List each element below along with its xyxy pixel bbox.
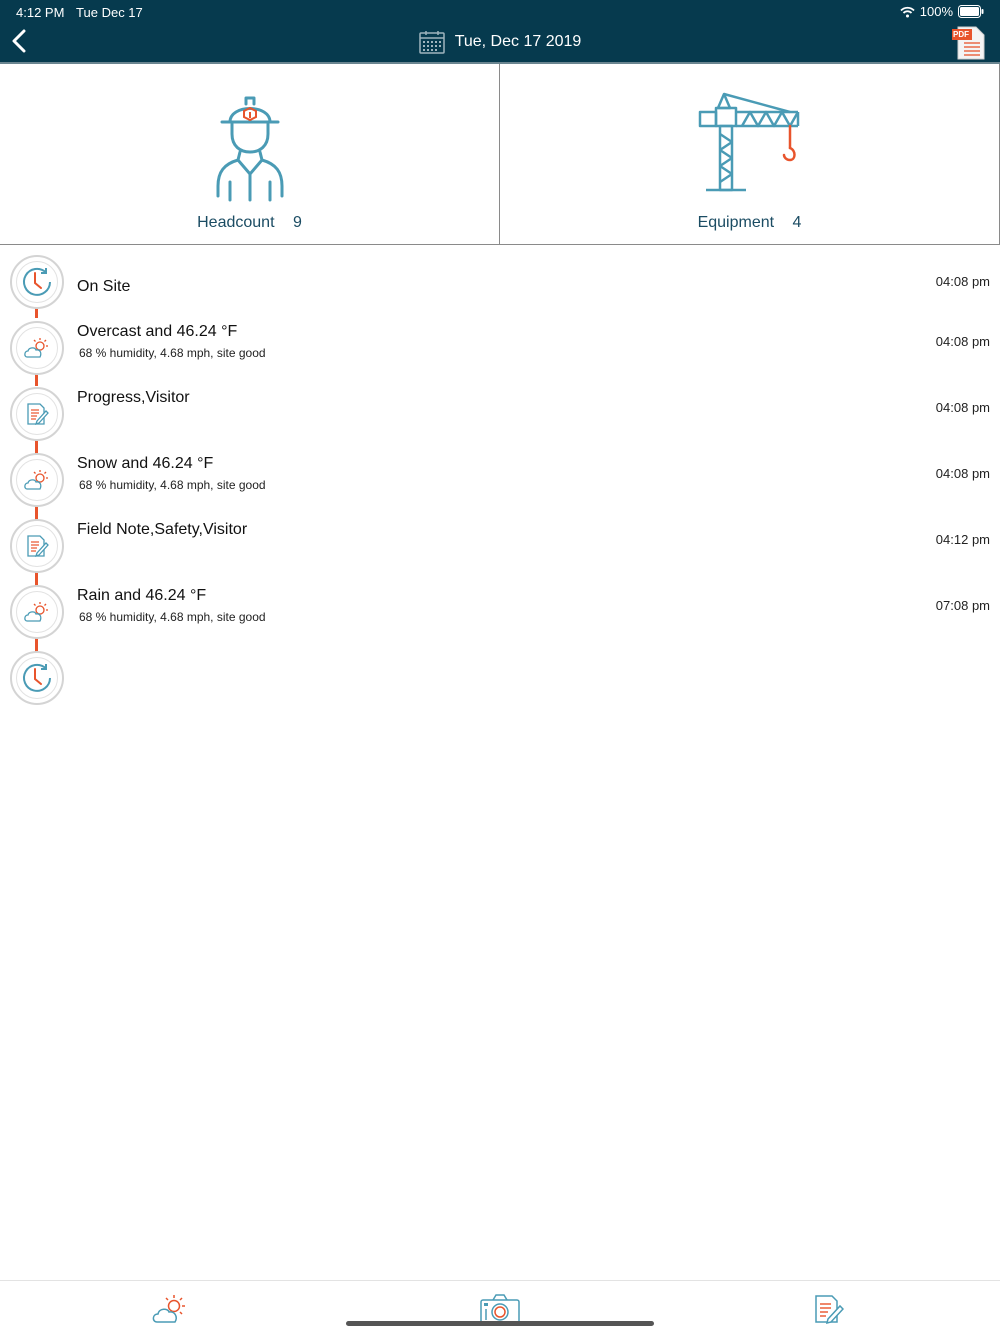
top-bar [0, 0, 1000, 63]
headcount-text: Headcount [197, 214, 275, 231]
timeline-subtitle: 68 % humidity, 4.68 mph, site good [79, 478, 266, 492]
status-bar-time [16, 5, 143, 20]
status-time: 4:12 PM [16, 5, 65, 20]
timeline-time: 04:12 pm [935, 532, 990, 547]
status-bar-right [900, 4, 984, 19]
equipment-tile[interactable] [500, 64, 1000, 244]
timeline-time: 04:08 pm [935, 400, 990, 415]
weather-icon [24, 601, 50, 623]
page-title: Tue, Dec 17 2019 [454, 33, 582, 50]
add-note-button[interactable] [808, 1291, 848, 1327]
timeline-node [10, 387, 64, 441]
equipment-text: Equipment [697, 214, 775, 231]
timeline-node [10, 651, 64, 705]
timeline-time: 07:08 pm [935, 598, 990, 613]
timeline-subtitle: 68 % humidity, 4.68 mph, site good [79, 610, 266, 624]
timeline-time: 04:08 pm [935, 274, 990, 289]
timeline-item-on-site[interactable] [0, 252, 1000, 318]
add-weather-button[interactable] [150, 1291, 190, 1327]
timeline-title: Snow and 46.24 °F [77, 455, 214, 472]
timeline-title: Progress,Visitor [77, 389, 190, 406]
timeline-item-weather[interactable] [0, 318, 1000, 384]
timeline-item-weather[interactable] [0, 450, 1000, 516]
wifi-icon [900, 6, 915, 18]
equipment-label [500, 214, 999, 232]
headcount-label [0, 214, 499, 232]
worker-icon [212, 90, 288, 202]
crane-icon [698, 90, 802, 202]
timeline-item-note[interactable] [0, 384, 1000, 450]
equipment-value: 4 [792, 214, 802, 231]
weather-icon [152, 1294, 188, 1324]
status-date: Tue Dec 17 [76, 5, 143, 20]
timeline-node [10, 321, 64, 375]
timeline-time: 04:08 pm [935, 334, 990, 349]
pdf-export-button[interactable] [952, 25, 986, 61]
note-icon [25, 402, 49, 426]
timeline-title: Rain and 46.24 °F [77, 587, 207, 604]
clock-icon [20, 661, 54, 695]
home-indicator [346, 1321, 654, 1326]
headcount-tile[interactable] [0, 64, 500, 244]
calendar-icon [419, 30, 445, 54]
timeline-subtitle: 68 % humidity, 4.68 mph, site good [79, 346, 266, 360]
timeline-node [10, 453, 64, 507]
timeline-title: On Site [77, 278, 131, 295]
summary-tiles [0, 64, 1000, 245]
date-selector[interactable] [0, 30, 1000, 54]
timeline-title: Overcast and 46.24 °F [77, 323, 238, 340]
timeline-title: Field Note,Safety,Visitor [77, 521, 248, 538]
timeline-item-clock[interactable] [0, 648, 1000, 714]
battery-percent: 100% [919, 4, 953, 19]
timeline-node [10, 519, 64, 573]
timeline-item-note[interactable] [0, 516, 1000, 582]
clock-icon [20, 265, 54, 299]
headcount-value: 9 [292, 214, 302, 231]
note-icon [812, 1294, 844, 1324]
timeline-time: 04:08 pm [935, 466, 990, 481]
timeline-item-weather[interactable] [0, 582, 1000, 648]
note-icon [25, 534, 49, 558]
pdf-label: PDF [953, 30, 969, 39]
weather-icon [24, 469, 50, 491]
timeline-node [10, 585, 64, 639]
timeline-node [10, 255, 64, 309]
battery-icon [958, 5, 984, 18]
weather-icon [24, 337, 50, 359]
